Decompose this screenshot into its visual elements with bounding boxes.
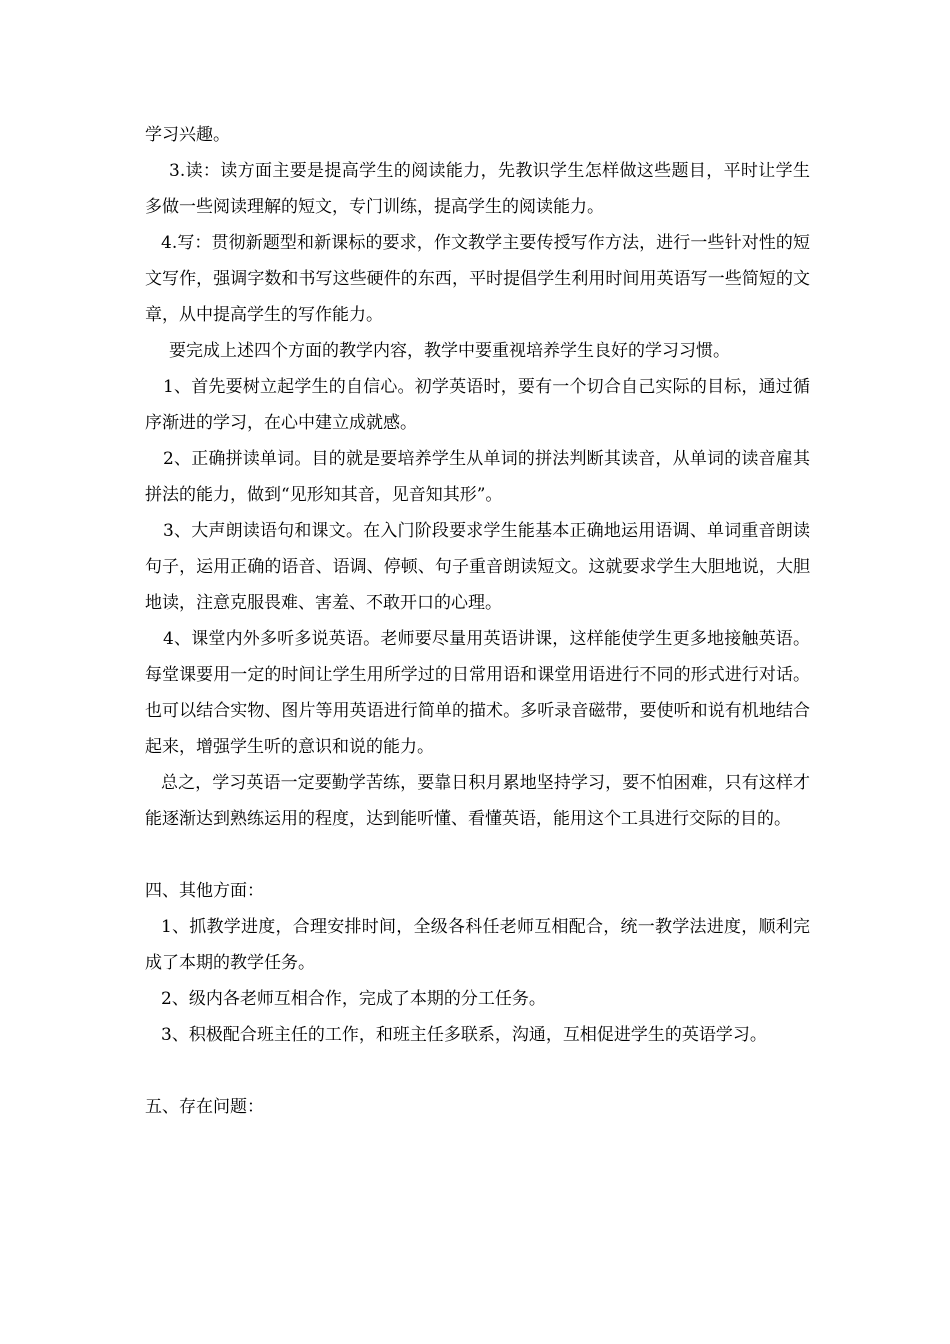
paragraph-habits-intro: 要完成上述四个方面的教学内容，教学中要重视培养学生良好的学习习惯。: [169, 341, 730, 361]
paragraph-reading: 3.读：读方面主要是提高学生的阅读能力，先教识学生怎样做这些题目，平时让学生多做一些阅读理解的短文，专门训练，提高学生的阅读能力。: [145, 161, 810, 217]
paragraph-habit-4: 4、课堂内外多听多说英语。老师要尽量用英语讲课，这样能使学生更多地接触英语。每堂课要用一定的时间让学生用所学过的日常用语和课堂用语进行不同的形式进行对话。也可以结合实物、图片等用英语进行简单的描术。多听录音磁带，要使听和说有机地结合起来，增强学生听的意识和说的能力。: [145, 629, 810, 757]
blank-line: [145, 1053, 810, 1089]
paragraph-habit-3: 3、大声朗读语句和课文。在入门阶段要求学生能基本正确地运用语调、单词重音朗读句子，运用正确的语音、语调、停顿、句子重音朗读短文。这就要求学生大胆地说，大胆地读，注意克服畏难、害羞、不敢开口的心理。: [145, 521, 810, 613]
paragraph-summary: 总之，学习英语一定要勤学苦练，要靠日积月累地坚持学习，要不怕困难，只有这样才能逐渐达到熟练运用的程度，达到能听懂、看懂英语，能用这个工具进行交际的目的。: [145, 773, 810, 829]
paragraph-habit-1: 1、首先要树立起学生的自信心。初学英语时，要有一个切合自己实际的目标，通过循序渐进的学习，在心中建立成就感。: [145, 377, 810, 433]
document-page: [145, 117, 810, 1125]
list-item: 2、级内各老师互相合作，完成了本期的分工任务。: [161, 989, 546, 1009]
section-heading-other: 四、其他方面：: [145, 881, 264, 901]
paragraph-continuation: 学习兴趣。: [145, 125, 230, 145]
paragraph-habit-2: 2、正确拼读单词。目的就是要培养学生从单词的拼法判断其读音，从单词的读音雇其拼法的能力，做到“见形知其音，见音知其形”。: [145, 449, 810, 505]
blank-line: [145, 837, 810, 873]
list-item: 1、抓教学进度，合理安排时间，全级各科任老师互相配合，统一教学法进度，顺利完成了本期的教学任务。: [145, 917, 810, 973]
section-heading-problems: 五、存在问题：: [145, 1097, 264, 1117]
list-item: 3、积极配合班主任的工作，和班主任多联系，沟通，互相促进学生的英语学习。: [161, 1025, 767, 1045]
paragraph-writing: 4.写：贯彻新题型和新课标的要求，作文教学主要传授写作方法，进行一些针对性的短文写作，强调字数和书写这些硬件的东西，平时提倡学生利用时间用英语写一些简短的文章，从中提高学生的写作能力。: [145, 233, 810, 325]
